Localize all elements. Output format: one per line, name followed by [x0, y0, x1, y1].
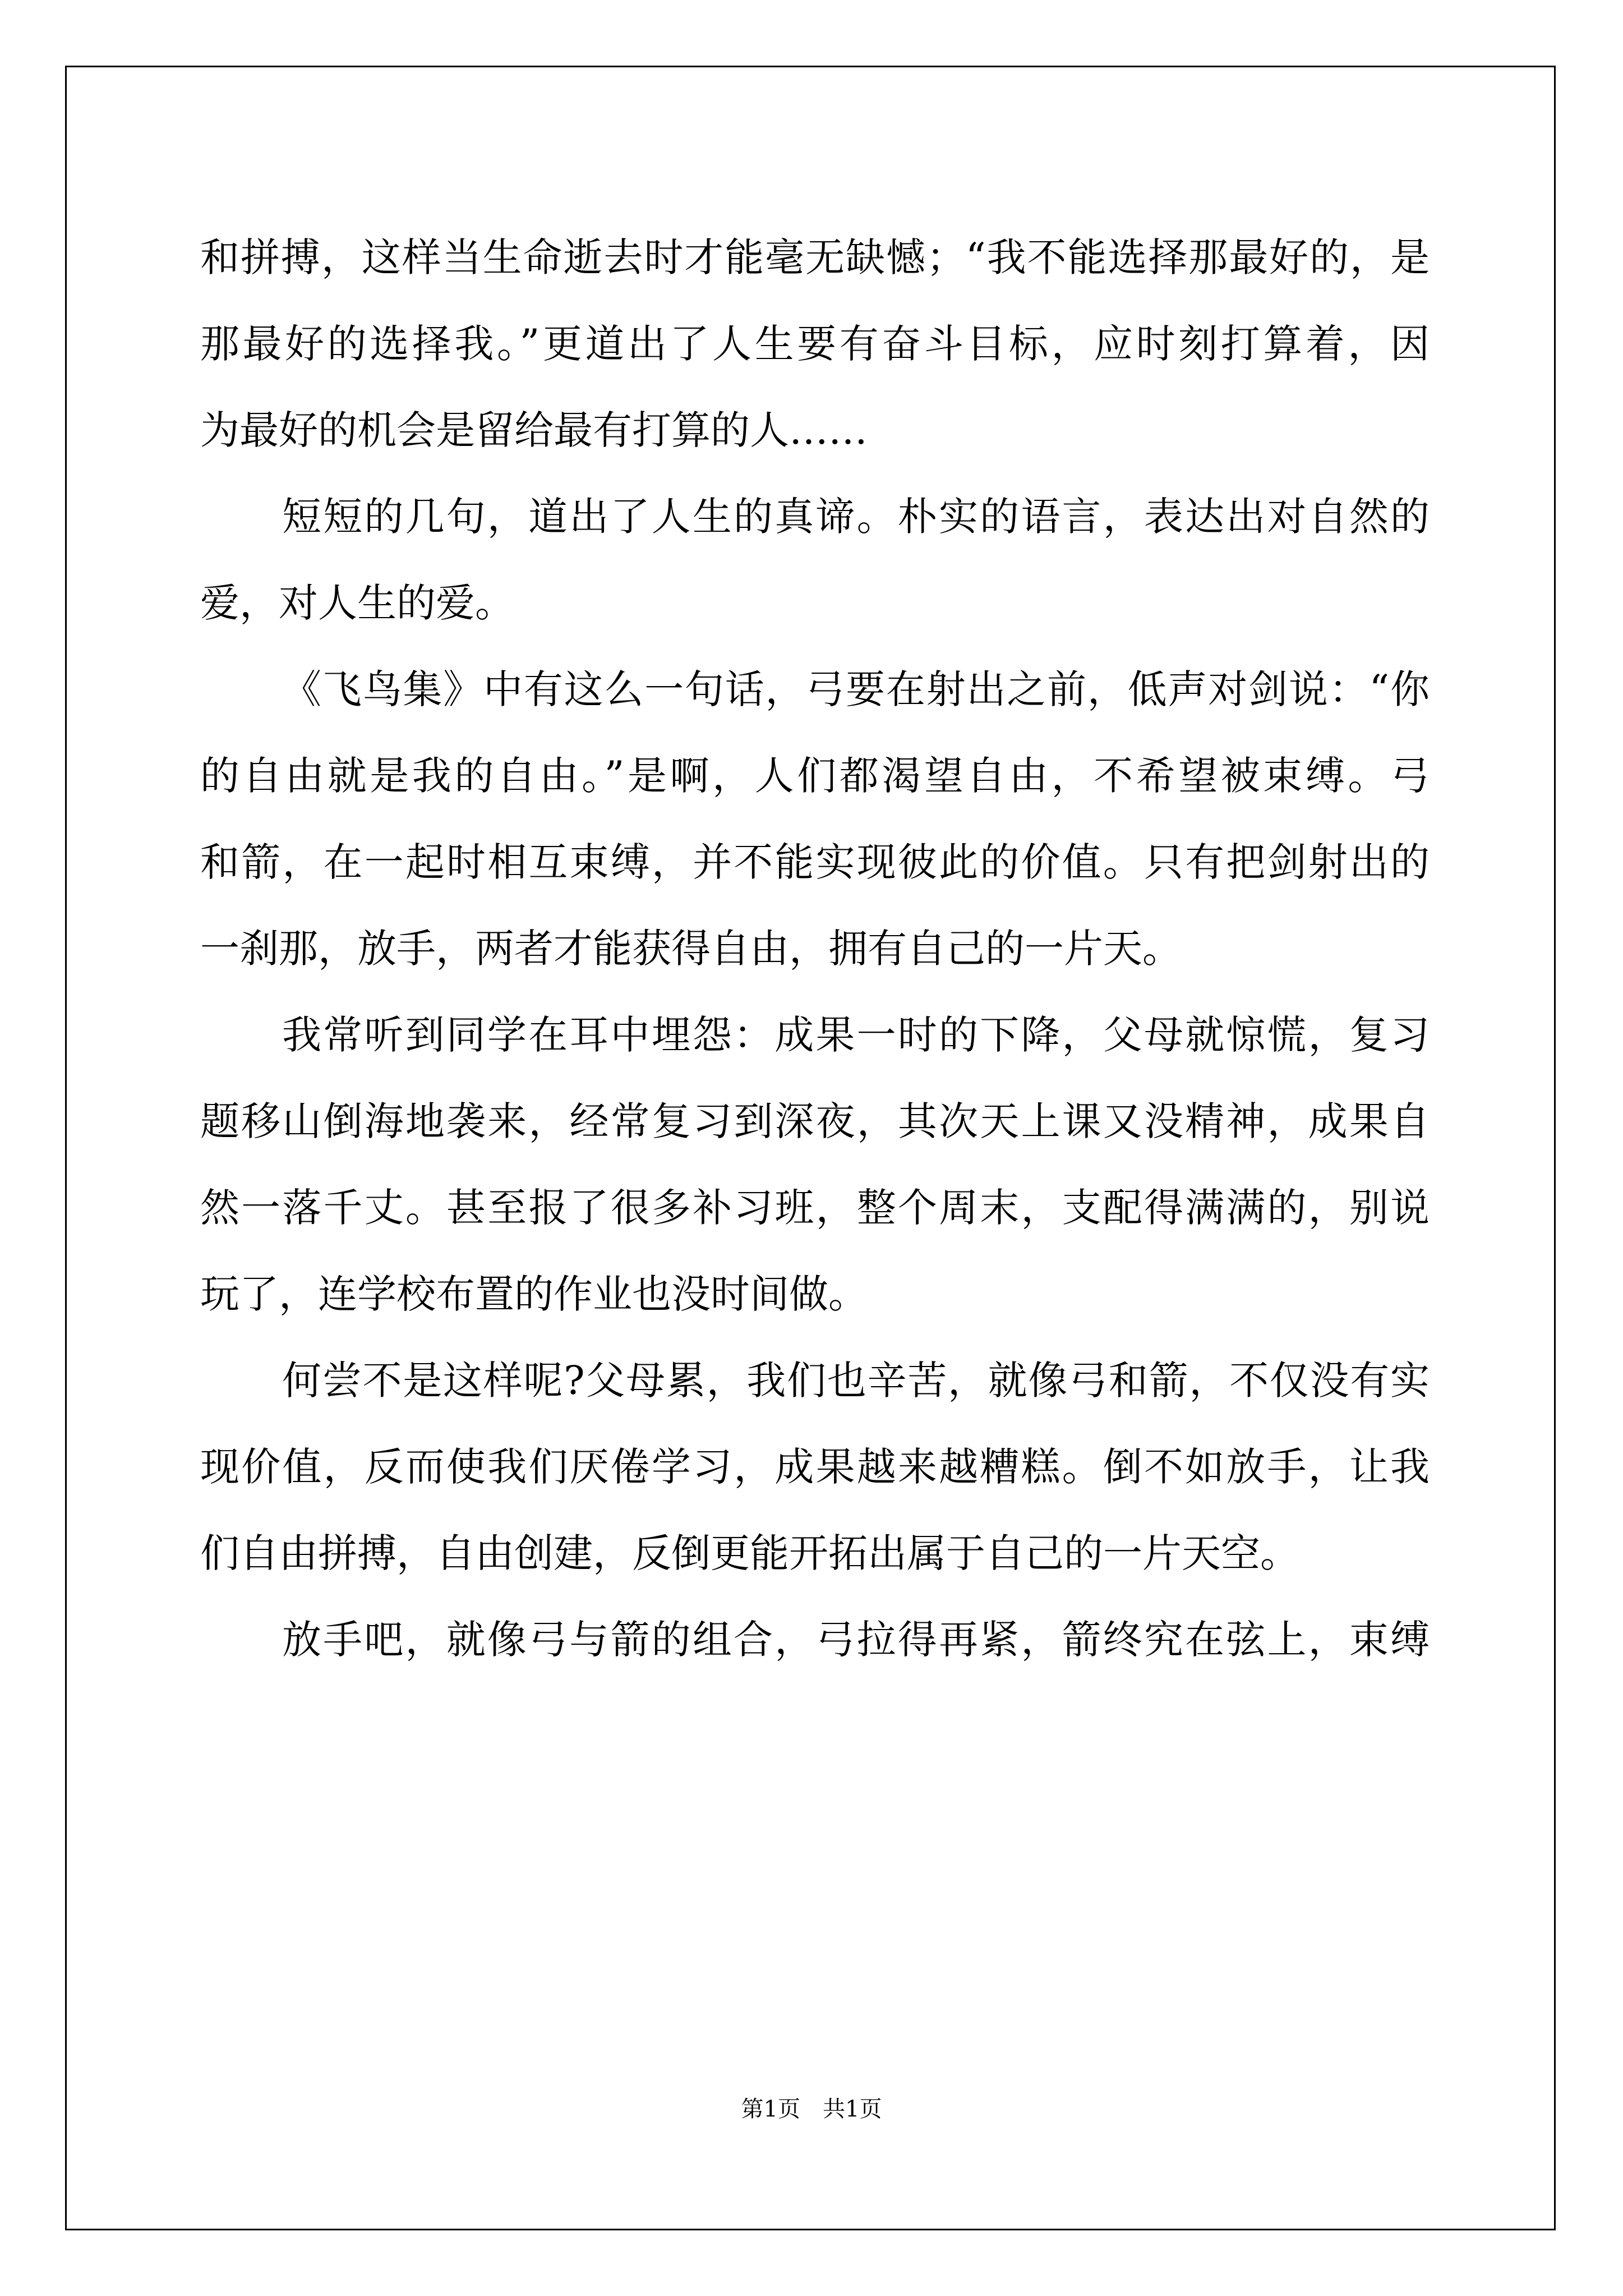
paragraph-first-line: 何尝不是这样呢?父母累，我们也辛苦，就像弓和箭，不仅没有实	[282, 1358, 1430, 1404]
text-line: 一刹那，放手，两者才能获得自由，拥有自己的一片天。	[200, 926, 1182, 972]
paragraph-first-line: 我常听到同学在耳中埋怨：成果一时的下降，父母就惊慌，复习	[282, 1012, 1430, 1058]
text-line: 题移山倒海地袭来，经常复习到深夜，其次天上课又没精神，成果自	[200, 1098, 1430, 1144]
text-line: 为最好的机会是留给最有打算的人……	[200, 407, 868, 453]
text-line: 那最好的选择我。”更道出了人生要有奋斗目标，应时刻打算着，因	[200, 321, 1430, 367]
page-number: 第1页 共1页	[741, 2096, 882, 2122]
text-line: 爱，对人生的爱。	[200, 580, 514, 626]
paragraph-first-line: 短短的几句，道出了人生的真谛。朴实的语言，表达出对自然的	[282, 494, 1430, 540]
text-line: 的自由就是我的自由。”是啊，人们都渴望自由，不希望被束缚。弓	[200, 753, 1430, 799]
document-body	[200, 214, 1430, 1683]
text-line: 们自由拼搏，自由创建，反倒更能开拓出属于自己的一片天空。	[200, 1530, 1299, 1576]
text-line: 然一落千丈。甚至报了很多补习班，整个周末，支配得满满的，别说	[200, 1185, 1430, 1231]
text-line: 和拼搏，这样当生命逝去时才能毫无缺憾；“我不能选择那最好的，是	[200, 234, 1430, 280]
paragraph-first-line: 放手吧，就像弓与箭的组合，弓拉得再紧，箭终究在弦上，束缚	[282, 1617, 1430, 1663]
text-line: 现价值，反而使我们厌倦学习，成果越来越糟糕。倒不如放手，让我	[200, 1444, 1430, 1490]
paragraph-first-line: 《飞鸟集》中有这么一句话，弓要在射出之前，低声对剑说：“你	[282, 666, 1430, 712]
page-footer	[0, 2091, 1623, 2123]
text-line: 和箭，在一起时相互束缚，并不能实现彼此的价值。只有把剑射出的	[200, 839, 1430, 885]
text-line: 玩了，连学校布置的作业也没时间做。	[200, 1271, 868, 1317]
